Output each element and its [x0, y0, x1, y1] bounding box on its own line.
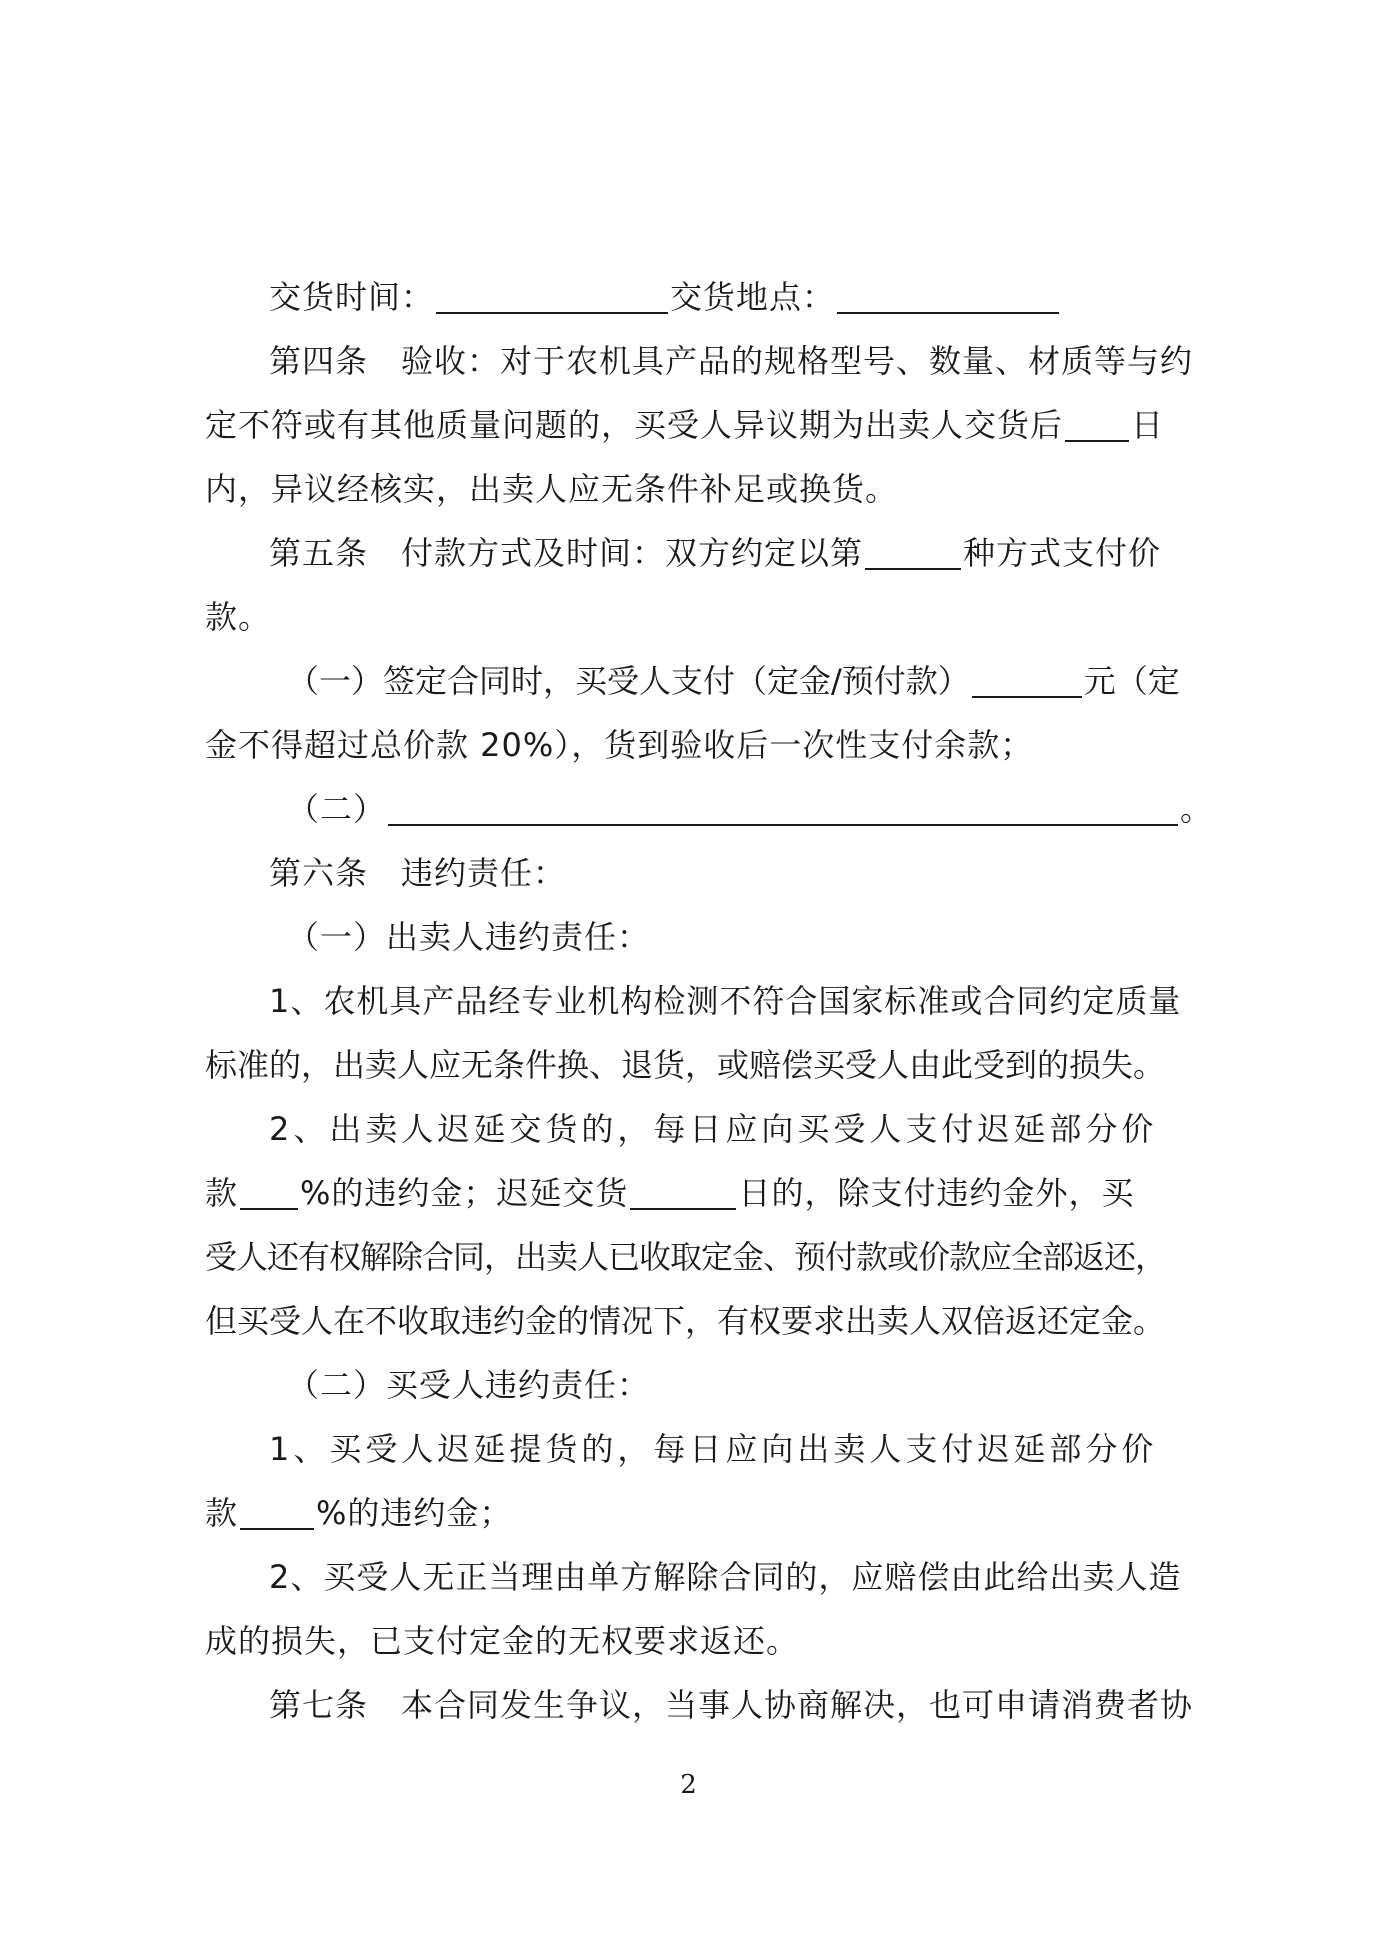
- delivery-line: [205, 265, 1190, 329]
- deposit-amount-blank: [972, 656, 1082, 698]
- seller-item-2-line-3: 受人还有权解除合同，出卖人已收取定金、预付款或价款应全部返还，: [205, 1238, 1167, 1276]
- article-5-option-1-cont: 金不得超过总价款 20%），货到验收后一次性支付余款；: [205, 726, 1034, 764]
- seller-item-2-text-a: 款: [205, 1174, 239, 1212]
- option-2-suffix: 。: [1180, 790, 1214, 828]
- article-5-line-1-text: 第五条 付款方式及时间：双方约定以第: [269, 534, 864, 572]
- option-1-suffix: 元（定: [1083, 662, 1180, 700]
- article-5-line-1-suffix: 种方式支付价: [963, 534, 1162, 572]
- article-5-option-2: [205, 777, 1214, 841]
- article-4-line-2-text: 定不符或有其他质量问题的，买受人异议期为出卖人交货后: [205, 406, 1064, 444]
- seller-item-2-line-4: 但买受人在不收取违约金的情况下，有权要求出卖人双倍返还定金。: [205, 1302, 1166, 1340]
- seller-item-2-text-c: 日的，除支付违约金外，买: [738, 1174, 1135, 1212]
- delivery-place-blank: [837, 272, 1059, 314]
- buyer-item-1-line-1: 1、买受人迟延提货的，每日应向出卖人支付迟延部分价: [269, 1430, 1158, 1468]
- option-1-text: （一）签定合同时，买受人支付（定金/预付款）: [287, 662, 970, 700]
- seller-item-2-line-1: 2、出卖人迟延交货的，每日应向买受人支付迟延部分价: [269, 1110, 1158, 1148]
- buyer-item-1-text-b: %的违约金；: [316, 1494, 513, 1532]
- buyer-item-1-text-a: 款: [205, 1494, 239, 1532]
- buyer-liability-title: （二）买受人违约责任：: [287, 1366, 651, 1404]
- seller-liability-title: （一）出卖人违约责任：: [287, 918, 651, 956]
- seller-item-2-text-b: %的违约金；迟延交货: [300, 1174, 629, 1212]
- seller-item-1-line-1: 1、农机具产品经专业机构检测不符合国家标准或合同约定质量: [269, 982, 1182, 1020]
- article-4-line-2-suffix: 日: [1131, 406, 1165, 444]
- delivery-time-label: 交货时间：: [269, 278, 435, 316]
- article-4-line-1: 第四条 验收：对于农机具产品的规格型号、数量、材质等与约: [269, 342, 1194, 380]
- buyer-item-2-line-2: 成的损失，已支付定金的无权要求返还。: [205, 1622, 800, 1660]
- objection-days-blank: [1065, 400, 1129, 442]
- seller-penalty-percent-blank: [240, 1168, 298, 1210]
- payment-method-blank: [865, 528, 961, 570]
- article-5-line-2: 款。: [205, 598, 272, 636]
- article-5-option-1: [205, 649, 1190, 713]
- buyer-item-1-line-2: [205, 1481, 1190, 1545]
- delivery-place-label: 交货地点：: [670, 278, 836, 316]
- article-6-title: 第六条 违约责任：: [269, 854, 567, 892]
- article-4-line-3: 内，异议经核实，出卖人应无条件补足或换货。: [205, 470, 899, 508]
- article-5-line-1: [205, 521, 1190, 585]
- buyer-penalty-percent-blank: [240, 1488, 314, 1530]
- option-2-text: （二）: [287, 790, 387, 828]
- seller-item-1-line-2: 标准的，出卖人应无条件换、退货，或赔偿买受人由此受到的损失。: [205, 1046, 1166, 1084]
- delivery-time-blank: [436, 272, 668, 314]
- seller-delay-days-blank: [630, 1168, 736, 1210]
- buyer-item-2-line-1: 2、买受人无正当理由单方解除合同的，应赔偿由此给出卖人造: [269, 1558, 1182, 1596]
- page-number: 2: [680, 1770, 697, 1800]
- contract-body: [205, 265, 1214, 1737]
- seller-item-2-line-2: [205, 1161, 1190, 1225]
- article-7-line-1: 第七条 本合同发生争议，当事人协商解决，也可申请消费者协: [269, 1686, 1194, 1724]
- option-2-blank: [388, 784, 1178, 826]
- article-4-line-2: [205, 393, 1190, 457]
